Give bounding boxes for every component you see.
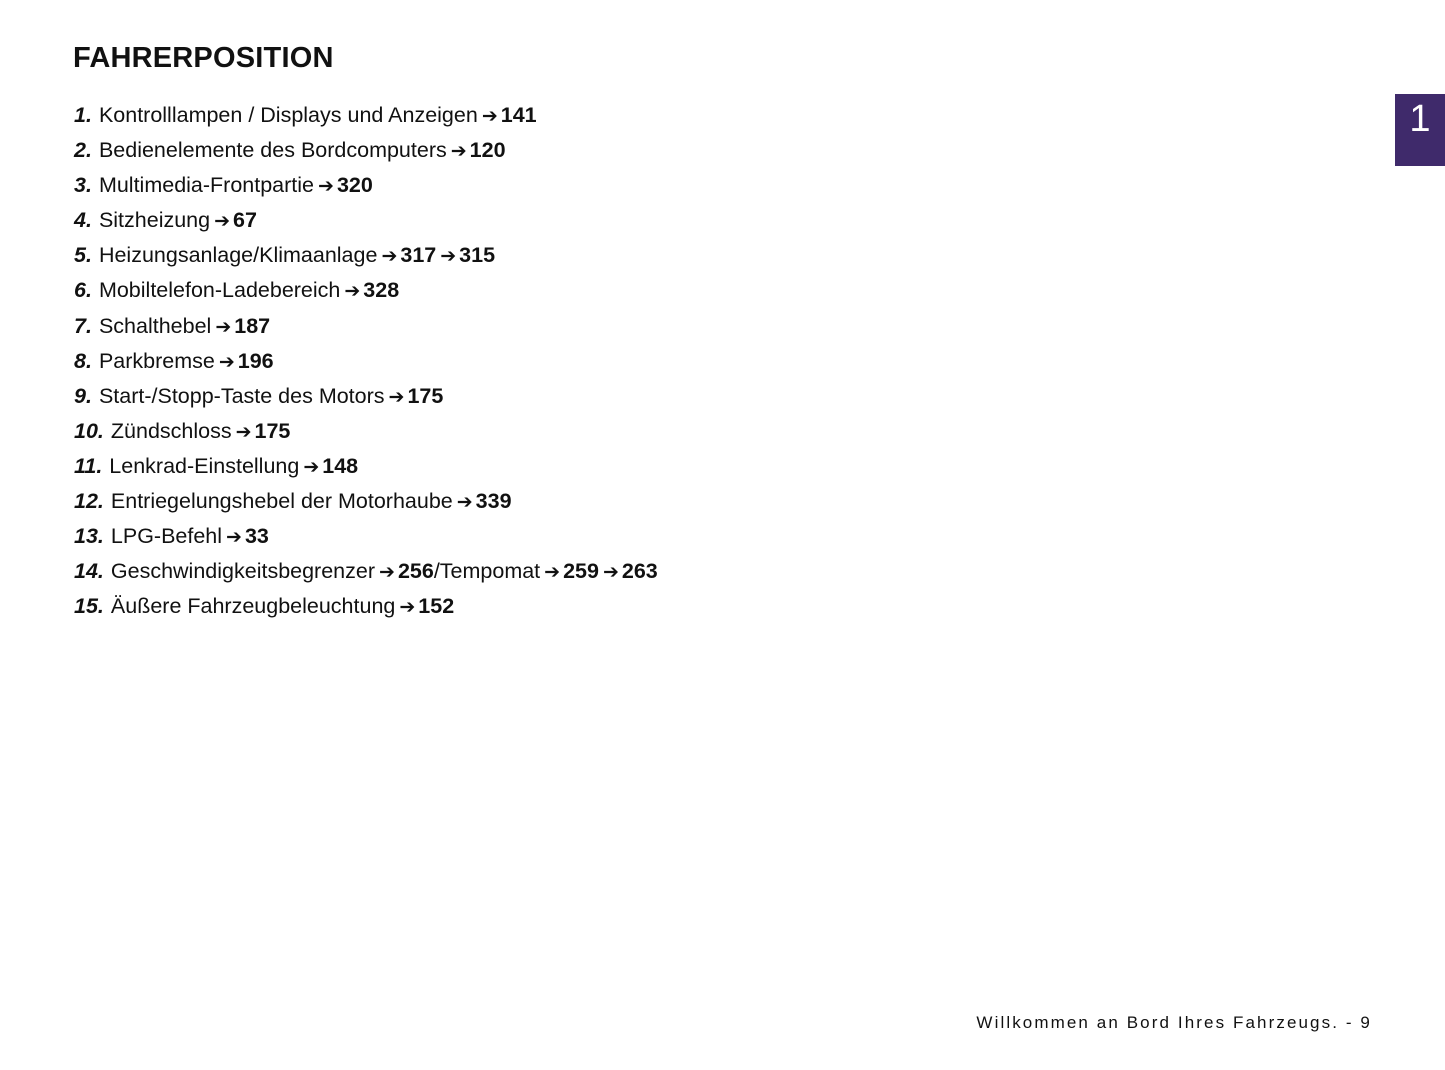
- page-reference-link[interactable]: 263: [621, 559, 658, 584]
- item-number: 15.: [74, 594, 104, 619]
- arrow-right-icon: ➔: [602, 562, 619, 584]
- arrow-right-icon: ➔: [399, 597, 416, 619]
- item-number: 12.: [74, 489, 104, 514]
- item-number: 10.: [74, 418, 104, 443]
- item-number: 6.: [74, 278, 92, 303]
- arrow-right-icon: ➔: [226, 527, 242, 549]
- arrow-right-icon: ➔: [456, 492, 473, 514]
- arrow-right-icon: ➔: [440, 246, 457, 268]
- page-reference-link[interactable]: 256: [397, 559, 434, 584]
- page-reference-link[interactable]: 187: [234, 313, 271, 338]
- chapter-tab[interactable]: 1: [1395, 94, 1445, 166]
- arrow-right-icon: ➔: [218, 351, 235, 373]
- page-reference-link[interactable]: 33: [244, 524, 269, 549]
- arrow-right-icon: ➔: [381, 246, 398, 268]
- list-item: [74, 238, 658, 273]
- item-number: 1.: [74, 103, 92, 127]
- arrow-right-icon: ➔: [318, 176, 334, 198]
- arrow-right-icon: ➔: [481, 106, 498, 127]
- list-item: [74, 589, 658, 624]
- page-reference-link[interactable]: 339: [475, 489, 512, 514]
- page-reference-link[interactable]: 120: [469, 138, 506, 163]
- item-list: [74, 98, 658, 624]
- item-label: Heizungsanlage/Klimaanlage: [98, 243, 378, 268]
- item-number: 14.: [74, 559, 104, 584]
- item-label: LPG-Befehl: [110, 524, 223, 549]
- page-reference-link[interactable]: 141: [500, 103, 537, 127]
- page-reference-link[interactable]: 175: [407, 383, 444, 408]
- item-label: Zündschloss: [110, 418, 232, 443]
- arrow-right-icon: ➔: [388, 386, 405, 408]
- item-label: Geschwindigkeitsbegrenzer: [110, 559, 376, 584]
- item-label: Äußere Fahrzeugbeleuchtung: [110, 594, 396, 619]
- item-number: 2.: [74, 138, 92, 163]
- page-footer: Willkommen an Bord Ihres Fahrzeugs. - 9: [976, 1013, 1372, 1032]
- list-item: [74, 344, 658, 379]
- item-number: 8.: [74, 348, 92, 373]
- list-item: [74, 273, 658, 308]
- page-reference-link[interactable]: 328: [363, 278, 400, 303]
- item-label: Mobiltelefon-Ladebereich: [98, 278, 341, 303]
- item-label: Kontrolllampen / Displays und Anzeigen: [98, 103, 478, 127]
- page-reference-link[interactable]: 320: [336, 173, 373, 198]
- item-label: Schalthebel: [98, 313, 212, 338]
- arrow-right-icon: ➔: [235, 421, 252, 443]
- item-label: Multimedia-Frontpartie: [98, 173, 315, 198]
- item-label-continued: /Tempomat: [433, 559, 541, 584]
- item-number: 7.: [74, 313, 92, 338]
- list-item: [74, 203, 658, 238]
- item-number: 3.: [74, 173, 92, 198]
- item-number: 4.: [74, 208, 92, 233]
- page-reference-link[interactable]: 152: [418, 594, 455, 619]
- arrow-right-icon: ➔: [379, 562, 395, 584]
- page-reference-link[interactable]: 67: [233, 208, 257, 233]
- item-label: Start-/Stopp-Taste des Motors: [98, 383, 385, 408]
- item-label: Lenkrad-Einstellung: [109, 453, 300, 478]
- item-number: 11.: [74, 453, 103, 478]
- list-item: [74, 379, 658, 414]
- arrow-right-icon: ➔: [344, 281, 361, 303]
- arrow-right-icon: ➔: [214, 211, 231, 233]
- item-label: Sitzheizung: [98, 208, 211, 233]
- item-number: 13.: [74, 524, 104, 549]
- item-label: Entriegelungshebel der Motorhaube: [110, 489, 453, 514]
- list-item: [74, 519, 658, 554]
- item-label: Parkbremse: [98, 348, 215, 373]
- page-reference-link[interactable]: 315: [459, 243, 496, 268]
- list-item: [74, 309, 658, 344]
- page-reference-link[interactable]: 317: [400, 243, 437, 268]
- page-reference-link[interactable]: 175: [254, 418, 291, 443]
- page-reference-link[interactable]: 196: [237, 348, 274, 373]
- item-label: Bedienelemente des Bordcomputers: [98, 138, 447, 163]
- arrow-right-icon: ➔: [215, 316, 232, 338]
- page-title: FAHRERPOSITION: [73, 42, 334, 74]
- list-item: [74, 449, 658, 484]
- item-number: 9.: [74, 383, 92, 408]
- list-item: [74, 484, 658, 519]
- list-item: [74, 98, 658, 133]
- list-item: [74, 554, 658, 589]
- list-item: [74, 414, 658, 449]
- arrow-right-icon: ➔: [450, 141, 467, 163]
- page-reference-link[interactable]: 148: [322, 453, 359, 478]
- item-number: 5.: [74, 243, 92, 268]
- arrow-right-icon: ➔: [544, 562, 561, 584]
- list-item: [74, 168, 658, 203]
- list-item: [74, 133, 658, 168]
- arrow-right-icon: ➔: [303, 456, 320, 478]
- page-reference-link[interactable]: 259: [563, 559, 599, 584]
